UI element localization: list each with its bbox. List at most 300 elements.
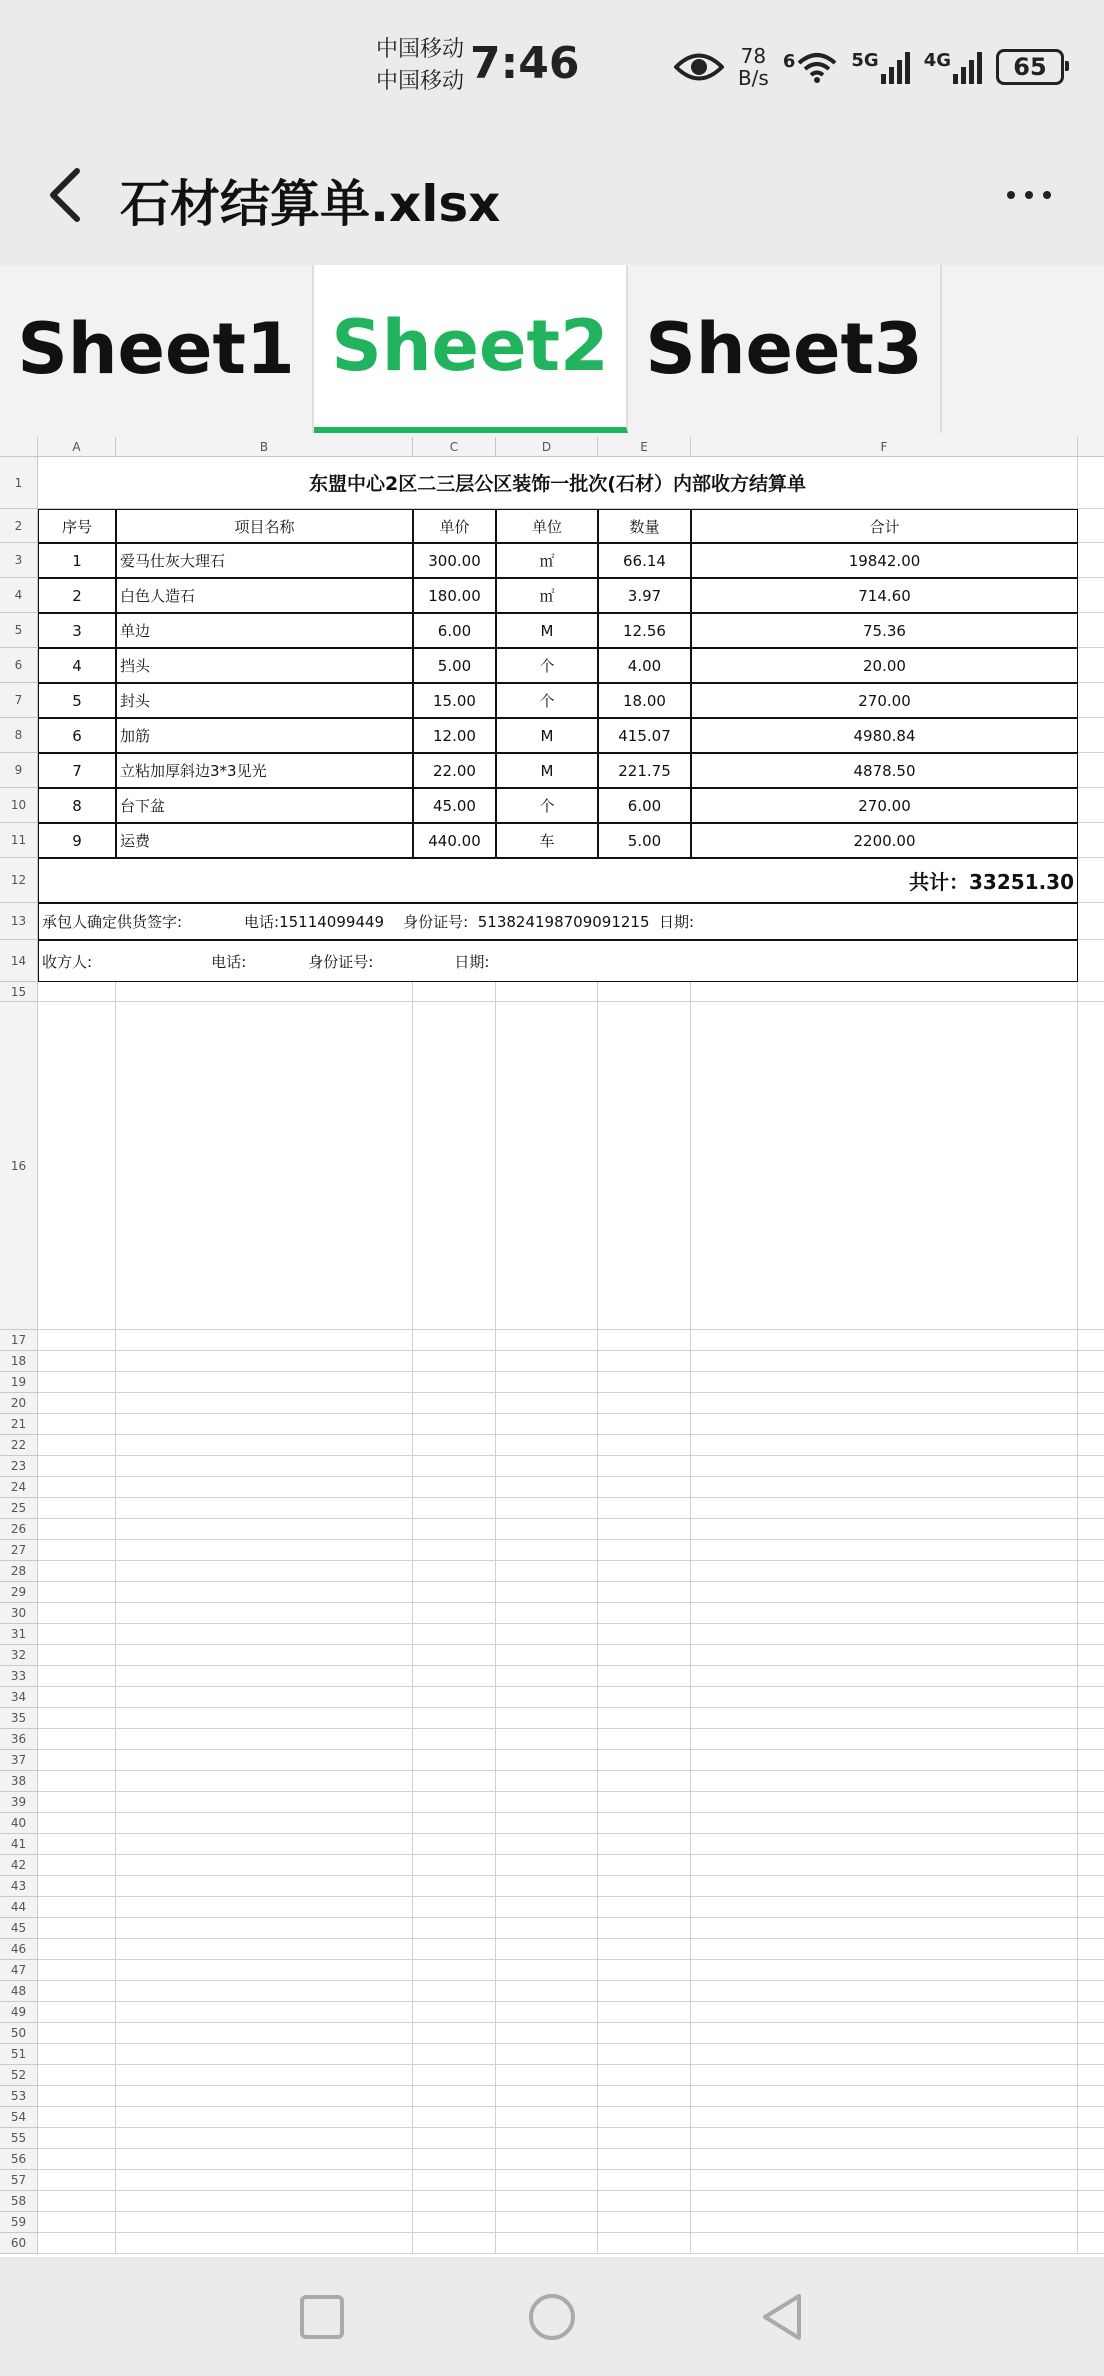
table-data-cell[interactable]: 9: [38, 823, 116, 858]
table-data-cell[interactable]: 5.00: [413, 648, 496, 683]
cell[interactable]: [496, 2149, 598, 2170]
cell[interactable]: [38, 2002, 116, 2023]
row-header[interactable]: 60: [0, 2233, 38, 2254]
cell[interactable]: [496, 1561, 598, 1582]
cell[interactable]: [1078, 1813, 1104, 1834]
cell[interactable]: [691, 2170, 1078, 2191]
tab-sheet2[interactable]: Sheet2: [314, 265, 628, 433]
cell[interactable]: [116, 1393, 413, 1414]
column-header[interactable]: E: [598, 437, 691, 457]
cell[interactable]: [1078, 2191, 1104, 2212]
cell[interactable]: [598, 2212, 691, 2233]
cell[interactable]: [413, 1372, 496, 1393]
cell[interactable]: [496, 2107, 598, 2128]
cell[interactable]: [116, 1876, 413, 1897]
table-data-cell[interactable]: M: [496, 613, 598, 648]
row-header[interactable]: 57: [0, 2170, 38, 2191]
cell[interactable]: [598, 1729, 691, 1750]
cell[interactable]: [496, 1582, 598, 1603]
cell[interactable]: [691, 1687, 1078, 1708]
table-data-cell[interactable]: 15.00: [413, 683, 496, 718]
cell[interactable]: [691, 1414, 1078, 1435]
cell[interactable]: [116, 2044, 413, 2065]
table-data-cell[interactable]: 180.00: [413, 578, 496, 613]
cell[interactable]: [1078, 1477, 1104, 1498]
cell[interactable]: [1078, 2170, 1104, 2191]
table-data-cell[interactable]: 22.00: [413, 753, 496, 788]
row-header[interactable]: 52: [0, 2065, 38, 2086]
cell[interactable]: [691, 1939, 1078, 1960]
cell[interactable]: [598, 1666, 691, 1687]
cell[interactable]: [116, 1477, 413, 1498]
row-header[interactable]: 35: [0, 1708, 38, 1729]
row-header[interactable]: 59: [0, 2212, 38, 2233]
cell[interactable]: [598, 1708, 691, 1729]
cell[interactable]: [691, 1624, 1078, 1645]
table-data-cell[interactable]: 白色人造石: [116, 578, 413, 613]
row-header[interactable]: 29: [0, 1582, 38, 1603]
table-data-cell[interactable]: 4878.50: [691, 753, 1078, 788]
row-header[interactable]: 19: [0, 1372, 38, 1393]
cell[interactable]: [1078, 1414, 1104, 1435]
row-header[interactable]: 4: [0, 578, 38, 613]
cell[interactable]: [691, 2128, 1078, 2149]
cell[interactable]: [116, 1981, 413, 2002]
cell[interactable]: [496, 2128, 598, 2149]
cell[interactable]: [38, 1372, 116, 1393]
cell[interactable]: [691, 1393, 1078, 1414]
cell[interactable]: [691, 2002, 1078, 2023]
row-header[interactable]: 12: [0, 858, 38, 903]
cell[interactable]: [38, 2170, 116, 2191]
cell[interactable]: [691, 1771, 1078, 1792]
table-data-cell[interactable]: 4.00: [598, 648, 691, 683]
cell[interactable]: [116, 1687, 413, 1708]
cell[interactable]: [598, 1813, 691, 1834]
cell[interactable]: [38, 1855, 116, 1876]
cell[interactable]: [1078, 903, 1104, 940]
cell[interactable]: [116, 2023, 413, 2044]
cell[interactable]: [38, 2212, 116, 2233]
cell[interactable]: [496, 1519, 598, 1540]
cell[interactable]: [413, 1393, 496, 1414]
cell[interactable]: [598, 2128, 691, 2149]
cell[interactable]: [413, 1792, 496, 1813]
cell[interactable]: [38, 2149, 116, 2170]
table-data-cell[interactable]: 运费: [116, 823, 413, 858]
cell[interactable]: [1078, 753, 1104, 788]
cell[interactable]: [1078, 1435, 1104, 1456]
cell[interactable]: [598, 1540, 691, 1561]
cell[interactable]: [598, 1897, 691, 1918]
cell[interactable]: [38, 1876, 116, 1897]
row-header[interactable]: 24: [0, 1477, 38, 1498]
cell[interactable]: [116, 1372, 413, 1393]
table-data-cell[interactable]: 19842.00: [691, 543, 1078, 578]
cell[interactable]: [1078, 2065, 1104, 2086]
cell[interactable]: [413, 1813, 496, 1834]
column-header[interactable]: B: [116, 437, 413, 457]
cell[interactable]: [691, 1330, 1078, 1351]
cell[interactable]: [496, 1939, 598, 1960]
cell[interactable]: [413, 1771, 496, 1792]
cell[interactable]: [598, 1435, 691, 1456]
table-data-cell[interactable]: 立粘加厚斜边3*3见光: [116, 753, 413, 788]
cell[interactable]: [496, 2233, 598, 2254]
row-header[interactable]: 6: [0, 648, 38, 683]
cell[interactable]: [1078, 1729, 1104, 1750]
table-data-cell[interactable]: 4980.84: [691, 718, 1078, 753]
row-header[interactable]: 45: [0, 1918, 38, 1939]
cell[interactable]: [116, 1855, 413, 1876]
table-data-cell[interactable]: 个: [496, 648, 598, 683]
table-data-cell[interactable]: 1: [38, 543, 116, 578]
row-header[interactable]: 44: [0, 1897, 38, 1918]
cell[interactable]: [413, 1002, 496, 1330]
cell[interactable]: [691, 1792, 1078, 1813]
cell[interactable]: [496, 2065, 598, 2086]
cell[interactable]: [598, 2065, 691, 2086]
cell[interactable]: [691, 1729, 1078, 1750]
cell[interactable]: [598, 1687, 691, 1708]
row-header[interactable]: 32: [0, 1645, 38, 1666]
cell[interactable]: [1078, 1519, 1104, 1540]
cell[interactable]: [1078, 1603, 1104, 1624]
row-header[interactable]: 1: [0, 457, 38, 509]
row-header[interactable]: 30: [0, 1603, 38, 1624]
cell[interactable]: [691, 1666, 1078, 1687]
cell[interactable]: [413, 2002, 496, 2023]
cell[interactable]: [38, 1897, 116, 1918]
cell[interactable]: [691, 1876, 1078, 1897]
table-data-cell[interactable]: 75.36: [691, 613, 1078, 648]
cell[interactable]: [598, 1792, 691, 1813]
cell[interactable]: [413, 2233, 496, 2254]
table-data-cell[interactable]: 台下盆: [116, 788, 413, 823]
cell[interactable]: [1078, 543, 1104, 578]
cell[interactable]: [598, 1939, 691, 1960]
column-header[interactable]: D: [496, 437, 598, 457]
tab-sheet3[interactable]: Sheet3: [628, 265, 942, 433]
cell[interactable]: [691, 1002, 1078, 1330]
row-header[interactable]: 9: [0, 753, 38, 788]
row-header[interactable]: 54: [0, 2107, 38, 2128]
cell[interactable]: [413, 1750, 496, 1771]
cell[interactable]: [496, 1330, 598, 1351]
table-data-cell[interactable]: 4: [38, 648, 116, 683]
table-data-cell[interactable]: 挡头: [116, 648, 413, 683]
table-data-cell[interactable]: 12.56: [598, 613, 691, 648]
cell[interactable]: [496, 1645, 598, 1666]
cell[interactable]: [413, 1561, 496, 1582]
table-header-cell[interactable]: 数量: [598, 509, 691, 543]
cell[interactable]: [1078, 1939, 1104, 1960]
cell[interactable]: [1078, 1393, 1104, 1414]
column-header[interactable]: C: [413, 437, 496, 457]
cell[interactable]: [1078, 1582, 1104, 1603]
cell[interactable]: [1078, 1918, 1104, 1939]
cell[interactable]: [413, 2170, 496, 2191]
cell[interactable]: [38, 2044, 116, 2065]
row-header[interactable]: 34: [0, 1687, 38, 1708]
cell[interactable]: [1078, 509, 1104, 543]
cell[interactable]: [38, 1414, 116, 1435]
cell[interactable]: [1078, 2002, 1104, 2023]
cell[interactable]: [496, 1687, 598, 1708]
total-cell[interactable]: 共计：33251.30: [38, 858, 1078, 903]
cell[interactable]: [1078, 1561, 1104, 1582]
cell[interactable]: [691, 2149, 1078, 2170]
cell[interactable]: [1078, 613, 1104, 648]
table-data-cell[interactable]: 5: [38, 683, 116, 718]
cell[interactable]: [1078, 788, 1104, 823]
table-data-cell[interactable]: 6.00: [598, 788, 691, 823]
cell[interactable]: [413, 1687, 496, 1708]
cell[interactable]: [413, 1666, 496, 1687]
cell[interactable]: [116, 1729, 413, 1750]
cell[interactable]: [598, 1750, 691, 1771]
cell[interactable]: [691, 2044, 1078, 2065]
row-header[interactable]: 46: [0, 1939, 38, 1960]
cell[interactable]: [38, 2233, 116, 2254]
cell[interactable]: [116, 1603, 413, 1624]
cell[interactable]: [1078, 1351, 1104, 1372]
cell[interactable]: [1078, 2044, 1104, 2065]
cell[interactable]: [496, 1918, 598, 1939]
supplier-sign-cell[interactable]: 承包人确定供货签字: 电话:15114099449 身份证号: 513824198709091215 日期:: [38, 903, 1078, 940]
cell[interactable]: [413, 1729, 496, 1750]
sheet-title-cell[interactable]: 东盟中心2区二三层公区装饰一批次(石材）内部收方结算单: [38, 457, 1078, 509]
cell[interactable]: [496, 2044, 598, 2065]
table-data-cell[interactable]: 7: [38, 753, 116, 788]
row-header[interactable]: 43: [0, 1876, 38, 1897]
cell[interactable]: [1078, 823, 1104, 858]
cell[interactable]: [1078, 1498, 1104, 1519]
cell[interactable]: [691, 1435, 1078, 1456]
receiver-sign-cell[interactable]: 收方人: 电话: 身份证号: 日期:: [38, 940, 1078, 982]
table-data-cell[interactable]: 45.00: [413, 788, 496, 823]
cell[interactable]: [598, 2233, 691, 2254]
cell[interactable]: [116, 1540, 413, 1561]
cell[interactable]: [598, 1603, 691, 1624]
cell[interactable]: [413, 1435, 496, 1456]
cell[interactable]: [38, 1435, 116, 1456]
row-header[interactable]: 11: [0, 823, 38, 858]
cell[interactable]: [38, 1918, 116, 1939]
table-header-cell[interactable]: 项目名称: [116, 509, 413, 543]
cell[interactable]: [1078, 2149, 1104, 2170]
row-header[interactable]: 49: [0, 2002, 38, 2023]
cell[interactable]: [691, 1645, 1078, 1666]
cell[interactable]: [38, 2065, 116, 2086]
cell[interactable]: [496, 1002, 598, 1330]
cell[interactable]: [691, 1561, 1078, 1582]
cell[interactable]: [598, 1414, 691, 1435]
cell[interactable]: [116, 2086, 413, 2107]
column-header[interactable]: F: [691, 437, 1078, 457]
row-header[interactable]: 40: [0, 1813, 38, 1834]
home-button[interactable]: [522, 2287, 582, 2347]
cell[interactable]: [413, 1477, 496, 1498]
cell[interactable]: [496, 1435, 598, 1456]
cell[interactable]: [496, 1792, 598, 1813]
cell[interactable]: [38, 1645, 116, 1666]
cell[interactable]: [116, 1750, 413, 1771]
cell[interactable]: [38, 1393, 116, 1414]
cell[interactable]: [496, 2086, 598, 2107]
cell[interactable]: [413, 1981, 496, 2002]
cell[interactable]: [496, 1960, 598, 1981]
cell[interactable]: [496, 1897, 598, 1918]
table-data-cell[interactable]: M: [496, 753, 598, 788]
cell[interactable]: [598, 982, 691, 1002]
row-header[interactable]: 53: [0, 2086, 38, 2107]
cell[interactable]: [691, 1981, 1078, 2002]
cell[interactable]: [598, 1372, 691, 1393]
row-header[interactable]: 48: [0, 1981, 38, 2002]
cell[interactable]: [1078, 2233, 1104, 2254]
cell[interactable]: [598, 1582, 691, 1603]
table-data-cell[interactable]: 3: [38, 613, 116, 648]
cell[interactable]: [598, 1477, 691, 1498]
row-header[interactable]: 27: [0, 1540, 38, 1561]
cell[interactable]: [116, 982, 413, 1002]
row-header[interactable]: 3: [0, 543, 38, 578]
cell[interactable]: [413, 1960, 496, 1981]
cell[interactable]: [116, 1414, 413, 1435]
cell[interactable]: [691, 2086, 1078, 2107]
cell[interactable]: [691, 1855, 1078, 1876]
cell[interactable]: [413, 2086, 496, 2107]
cell[interactable]: [598, 1393, 691, 1414]
cell[interactable]: [1078, 1981, 1104, 2002]
spreadsheet-grid[interactable]: [0, 437, 1104, 2257]
recents-button[interactable]: [292, 2287, 352, 2347]
cell[interactable]: [38, 1477, 116, 1498]
cell[interactable]: [116, 1708, 413, 1729]
cell[interactable]: [1078, 1855, 1104, 1876]
table-data-cell[interactable]: M: [496, 718, 598, 753]
cell[interactable]: [598, 1456, 691, 1477]
cell[interactable]: [413, 1519, 496, 1540]
table-data-cell[interactable]: 加筋: [116, 718, 413, 753]
cell[interactable]: [496, 2002, 598, 2023]
row-header[interactable]: 25: [0, 1498, 38, 1519]
cell[interactable]: [598, 1002, 691, 1330]
cell[interactable]: [496, 1393, 598, 1414]
cell[interactable]: [1078, 1771, 1104, 1792]
cell[interactable]: [38, 1330, 116, 1351]
cell[interactable]: [413, 2149, 496, 2170]
table-data-cell[interactable]: 2: [38, 578, 116, 613]
cell[interactable]: [38, 2128, 116, 2149]
cell[interactable]: [691, 1918, 1078, 1939]
table-data-cell[interactable]: 封头: [116, 683, 413, 718]
row-header[interactable]: 58: [0, 2191, 38, 2212]
cell[interactable]: [598, 1876, 691, 1897]
cell[interactable]: [413, 1330, 496, 1351]
row-header[interactable]: 18: [0, 1351, 38, 1372]
cell[interactable]: [413, 1708, 496, 1729]
cell[interactable]: [496, 1414, 598, 1435]
cell[interactable]: [598, 1855, 691, 1876]
row-header[interactable]: 13: [0, 903, 38, 940]
cell[interactable]: [1078, 1666, 1104, 1687]
row-header[interactable]: 55: [0, 2128, 38, 2149]
cell[interactable]: [38, 2023, 116, 2044]
cell[interactable]: [691, 1456, 1078, 1477]
cell[interactable]: [691, 1603, 1078, 1624]
cell[interactable]: [38, 1582, 116, 1603]
table-data-cell[interactable]: 6: [38, 718, 116, 753]
cell[interactable]: [691, 2191, 1078, 2212]
cell[interactable]: [1078, 1834, 1104, 1855]
row-header[interactable]: 42: [0, 1855, 38, 1876]
cell[interactable]: [116, 2107, 413, 2128]
cell[interactable]: [116, 1897, 413, 1918]
cell[interactable]: [38, 1687, 116, 1708]
cell[interactable]: [496, 1813, 598, 1834]
row-header[interactable]: 17: [0, 1330, 38, 1351]
table-data-cell[interactable]: 714.60: [691, 578, 1078, 613]
cell[interactable]: [691, 1960, 1078, 1981]
cell[interactable]: [1078, 1960, 1104, 1981]
cell[interactable]: [116, 1519, 413, 1540]
cell[interactable]: [413, 1876, 496, 1897]
table-data-cell[interactable]: 66.14: [598, 543, 691, 578]
row-header[interactable]: 2: [0, 509, 38, 543]
cell[interactable]: [116, 2191, 413, 2212]
cell[interactable]: [496, 1603, 598, 1624]
cell[interactable]: [116, 1561, 413, 1582]
back-button[interactable]: [30, 160, 100, 230]
cell[interactable]: [1078, 1876, 1104, 1897]
cell[interactable]: [598, 2023, 691, 2044]
cell[interactable]: [413, 982, 496, 1002]
cell[interactable]: [413, 2107, 496, 2128]
cell[interactable]: [496, 1771, 598, 1792]
cell[interactable]: [413, 2191, 496, 2212]
column-header[interactable]: [1078, 437, 1104, 457]
cell[interactable]: [116, 2149, 413, 2170]
cell[interactable]: [691, 1897, 1078, 1918]
row-header[interactable]: 51: [0, 2044, 38, 2065]
cell[interactable]: [116, 1624, 413, 1645]
cell[interactable]: [598, 2044, 691, 2065]
cell[interactable]: [496, 1876, 598, 1897]
cell[interactable]: [598, 2170, 691, 2191]
row-header[interactable]: 31: [0, 1624, 38, 1645]
row-header[interactable]: 23: [0, 1456, 38, 1477]
table-data-cell[interactable]: 个: [496, 683, 598, 718]
cell[interactable]: [1078, 1792, 1104, 1813]
row-header[interactable]: 21: [0, 1414, 38, 1435]
cell[interactable]: [413, 1540, 496, 1561]
cell[interactable]: [598, 1960, 691, 1981]
table-data-cell[interactable]: 300.00: [413, 543, 496, 578]
cell[interactable]: [116, 1498, 413, 1519]
cell[interactable]: [38, 1498, 116, 1519]
cell[interactable]: [116, 1582, 413, 1603]
cell[interactable]: [413, 1351, 496, 1372]
table-data-cell[interactable]: ㎡: [496, 578, 598, 613]
cell[interactable]: [1078, 940, 1104, 982]
table-header-cell[interactable]: 序号: [38, 509, 116, 543]
row-header[interactable]: 8: [0, 718, 38, 753]
cell[interactable]: [691, 1519, 1078, 1540]
cell[interactable]: [38, 1771, 116, 1792]
table-data-cell[interactable]: 415.07: [598, 718, 691, 753]
